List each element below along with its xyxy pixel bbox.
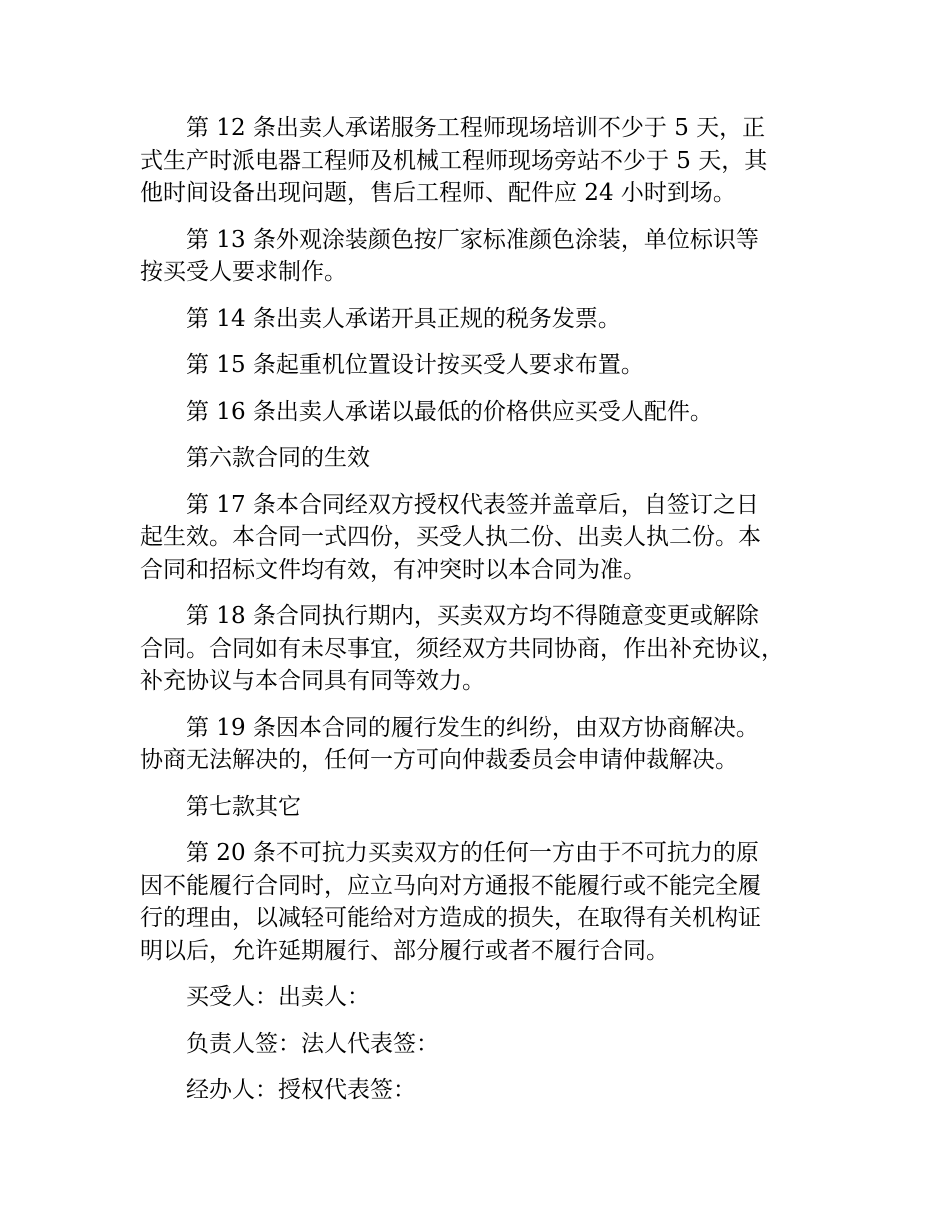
clause-19-paragraph bbox=[140, 712, 820, 777]
text-line: 合同和招标文件均有效，有冲突时以本合同为准。 bbox=[140, 556, 646, 583]
clause-14-paragraph bbox=[140, 303, 820, 336]
text-line: 第 13 条外观涂装颜色按厂家标准颜色涂装，单位标识等 bbox=[186, 226, 759, 253]
clause-20-paragraph bbox=[140, 837, 820, 967]
handler-signature-line bbox=[140, 1074, 820, 1107]
text-line: 补充协议与本合同具有同等效力。 bbox=[140, 668, 485, 694]
text-line: 按买受人要求制作。 bbox=[140, 259, 347, 285]
clause-15-paragraph bbox=[140, 349, 820, 382]
text-line: 负责人签：法人代表签： bbox=[186, 1030, 439, 1057]
text-line: 第 17 条本合同经双方授权代表签并盖章后，自签订之日 bbox=[186, 491, 759, 518]
clause-17-paragraph bbox=[140, 489, 820, 587]
section-6-heading bbox=[140, 442, 820, 475]
text-line: 买受人：出卖人： bbox=[186, 984, 370, 1010]
text-line: 第 15 条起重机位置设计按买受人要求布置。 bbox=[186, 352, 644, 378]
text-line: 第 16 条出卖人承诺以最低的价格供应买受人配件。 bbox=[186, 398, 713, 425]
text-line: 第 12 条出卖人承诺服务工程师现场培训不少于 5 天，正 bbox=[186, 115, 766, 141]
text-line: 第 14 条出卖人承诺开具正规的税务发票。 bbox=[186, 305, 621, 332]
text-line: 他时间设备出现问题，售后工程师、配件应 24 小时到场。 bbox=[140, 180, 736, 206]
text-line: 明以后，允许延期履行、部分履行或者不履行合同。 bbox=[140, 937, 669, 964]
document-body bbox=[140, 112, 820, 1121]
section-7-heading bbox=[140, 791, 820, 824]
text-line: 式生产时派电器工程师及机械工程师现场旁站不少于 5 天，其 bbox=[140, 147, 768, 174]
clause-18-paragraph bbox=[140, 600, 820, 698]
text-line: 经办人：授权代表签： bbox=[186, 1077, 416, 1103]
text-line: 协商无法解决的，任何一方可向仲裁委员会申请仲裁解决。 bbox=[140, 747, 738, 773]
clause-12-paragraph bbox=[140, 112, 820, 210]
text-line: 第 19 条因本合同的履行发生的纠纷，由双方协商解决。 bbox=[186, 714, 759, 741]
clause-16-paragraph bbox=[140, 396, 820, 429]
clause-13-paragraph bbox=[140, 224, 820, 289]
text-line: 行的理由，以减轻可能给对方造成的损失，在取得有关机构证 bbox=[140, 905, 761, 931]
buyer-seller-signature-line bbox=[140, 981, 820, 1014]
text-line: 第 20 条不可抗力买卖双方的任何一方由于不可抗力的原 bbox=[186, 840, 759, 866]
text-line: 第 18 条合同执行期内，买卖双方均不得随意变更或解除 bbox=[186, 603, 759, 629]
text-line: 因不能履行合同时，应立马向对方通报不能履行或不能完全履 bbox=[140, 872, 761, 899]
responsible-person-signature-line bbox=[140, 1028, 820, 1061]
text-line: 起生效。本合同一式四份，买受人执二份、出卖人执二份。本 bbox=[140, 524, 761, 550]
text-line: 第七款其它 bbox=[186, 793, 301, 820]
text-line: 合同。合同如有未尽事宜，须经双方共同协商，作出补充协议， bbox=[140, 635, 784, 662]
text-line: 第六款合同的生效 bbox=[186, 445, 370, 471]
